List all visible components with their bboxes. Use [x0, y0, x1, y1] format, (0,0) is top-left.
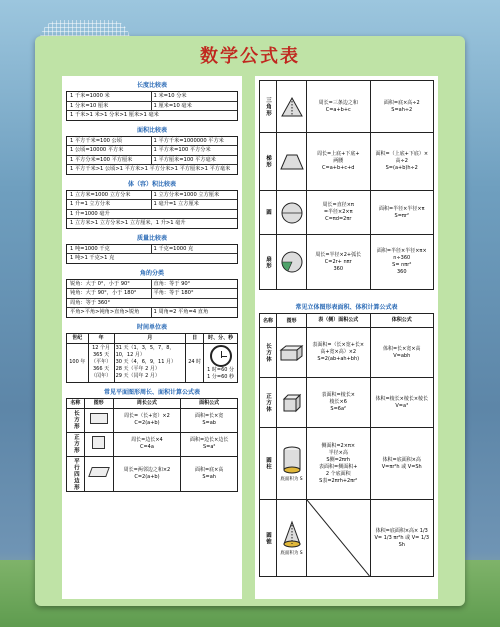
table-row	[260, 81, 433, 133]
cone-icon	[277, 500, 307, 576]
perimeter-formula: 周长=上底+下底+ 两腰 C=a+b+c+d	[307, 133, 371, 190]
page-title: 数学公式表	[200, 46, 300, 67]
table-row	[260, 378, 433, 428]
table-row: 1 平方分米=100 平方厘米 1 平方厘米=100 平方毫米	[67, 156, 237, 166]
shape-name: 三角形	[260, 81, 277, 132]
triangle-icon	[277, 81, 307, 132]
rectangle-icon	[84, 408, 113, 432]
century-cell: 100 年	[67, 343, 89, 382]
day-cell: 24 时	[186, 343, 204, 382]
volume-formula: 体积=底面积×高× 1/3 V= 1/3 πr²h 或 V= 1/3 Sh	[374, 527, 429, 548]
area-formula: 面积=底×高 S=ah	[181, 456, 238, 492]
surface-formula: 侧面积=2×π× 半径×高 S侧=2πrh 表面积=侧面积+ 2 个底面积 S表=2πrh+2πr²	[307, 428, 371, 499]
table-row	[260, 235, 433, 289]
table-row: 钝角：大于 90°，小于 180° 平角：等于 180°	[67, 289, 237, 299]
column-header: 年	[88, 333, 114, 343]
shape-name: 圆锥	[260, 500, 277, 576]
perimeter-formula: 周长=直径×π =半径×2×π C=πd=2πr	[307, 191, 371, 234]
angle-table-title: 角的分类	[139, 269, 164, 277]
volume-table-title: 体（容）积比较表	[127, 180, 176, 188]
column-header: 名称	[67, 398, 85, 408]
cylinder-icon	[277, 428, 307, 499]
perimeter-formula: 周长=三条边之和 C=a+b+c	[307, 81, 371, 132]
table-row: 1 千米>1 米>1 分米>1 厘米>1 毫米	[70, 112, 159, 118]
shape-name: 梯形	[260, 133, 277, 190]
solid-table-title: 常见立体图形表面积、体积计算公式表	[295, 304, 398, 311]
shape-name: 正方形	[67, 432, 85, 456]
table-row: 1 吨>1 千克>1 克	[70, 255, 115, 261]
perimeter-formula: 周长=半径×2+弧长 C=2r+ nπr 360	[307, 235, 371, 289]
table-row: 1 升=1000 毫升	[67, 210, 237, 220]
area-formula: 面积=边长×边长 S=a²	[181, 432, 238, 456]
area-formula: 面积=长×宽 S=ab	[181, 408, 238, 432]
mass-table-title: 质量比较表	[136, 234, 167, 242]
right-column	[255, 76, 438, 599]
volume-table	[66, 190, 238, 229]
trapezoid-icon	[277, 133, 307, 190]
cube-icon	[277, 378, 307, 427]
table-row	[260, 328, 433, 378]
area-formula: 面积=半径×半径×π S=πr²	[378, 205, 425, 219]
table-row: 1 立方米=1000 立方分米 1 立方分米=1000 立方厘米	[67, 191, 237, 201]
column-header: 月	[114, 333, 186, 343]
table-row: 1 升=1 立方分米 1 毫升=1 立方厘米	[67, 200, 237, 210]
table-row: 平角>平角>钝角>直角>锐角 1 周角=2 平角=4 直角	[67, 308, 237, 317]
time-table-title: 时间单位表	[136, 323, 167, 331]
area-formula: 面积=底×高÷2 S=ah÷2	[383, 99, 420, 113]
table-row: 周角：等于 360°	[67, 299, 237, 309]
column-header: 名称	[260, 314, 277, 327]
perimeter-formula: 周长=边长×4 C=4a	[113, 432, 181, 456]
plane-continued-table	[259, 80, 434, 290]
year-cell: 12 个月 365 天 （平年） 366 天 （闰年）	[88, 343, 114, 382]
column-header: 图形	[277, 314, 307, 327]
column-header: 表（侧）面积公式	[307, 314, 371, 327]
table-row: 1 平方千米=100 公顷 1 平方千米=1000000 平方米	[67, 137, 237, 147]
shape-name: 平行四边形	[67, 456, 85, 492]
area-table-title: 面积比较表	[136, 126, 167, 134]
length-table	[66, 91, 238, 121]
hms-cell: 1 时=60 分 1 分=60 秒	[204, 343, 238, 382]
column-header: 面积公式	[181, 398, 238, 408]
table-row: 1 分米=10 厘米 1 厘米=10 毫米	[67, 102, 237, 112]
shape-name: 长方形	[67, 408, 85, 432]
mass-table	[66, 244, 238, 264]
table-header-row	[260, 314, 433, 328]
figure-label: 底面积为 S	[280, 476, 303, 482]
shape-name: 长方体	[260, 328, 277, 377]
surface-formula: 表面积=棱长× 棱长×6 S=6a²	[307, 378, 371, 427]
table-row	[260, 191, 433, 235]
shape-name: 圆	[260, 191, 277, 234]
table-row: 1 公顷=10000 平方米 1 平方米=100 平方分米	[67, 146, 237, 156]
table-row: 1 千米=1000 米 1 米=10 分米	[67, 92, 237, 102]
volume-formula: 体积=棱长×棱长×棱长 V=a³	[375, 395, 429, 409]
parallelogram-icon	[84, 456, 113, 492]
left-column	[62, 76, 242, 599]
table-row	[260, 133, 433, 191]
area-table	[66, 136, 238, 175]
area-formula: 面积=半径×半径×π× n÷360 S= nπr² 360	[376, 248, 427, 275]
surface-formula	[307, 500, 371, 576]
circle-icon	[277, 191, 307, 234]
length-table-title: 长度比较表	[136, 82, 167, 89]
table-row: 1 吨=1000 千克 1 千克=1000 克	[67, 245, 237, 255]
table-row: 锐角：大于 0°，小于 90° 直角：等于 90°	[67, 280, 237, 290]
perimeter-formula: 周长=（长+宽）×2 C=2(a+b)	[113, 408, 181, 432]
volume-formula: 体积=底面积×高 V=πr²h 或 V=Sh	[381, 456, 422, 470]
angle-table	[66, 279, 238, 318]
column-header: 世纪	[67, 333, 89, 343]
month-cell: 31 天（1，3，5，7，8， 10，12 月） 30 天（4，6，9，11 月） 28 天（平年 2 月） 29 天（闰年 2 月）	[114, 343, 186, 382]
clock-icon	[210, 345, 232, 367]
surface-formula: 表面积=（长×宽+长× 高+宽×高）×2 S=2(ab+ah+bh)	[307, 328, 371, 377]
column-header: 时、分、秒	[204, 333, 238, 343]
shape-name: 圆柱	[260, 428, 277, 499]
solid-table	[259, 313, 434, 577]
column-header: 图形	[84, 398, 113, 408]
column-header: 日	[186, 333, 204, 343]
figure-label: 底面积为 S	[280, 551, 303, 556]
table-row	[260, 500, 433, 576]
table-row: 1 平方千米>1 公顷>1 平方米>1 平方分米>1 平方厘米>1 平方毫米	[70, 166, 231, 172]
table-row: 1 立方米>1 立方分米>1 立方厘米，1 升>1 毫升	[70, 220, 186, 226]
sector-icon	[277, 235, 307, 289]
table-row	[260, 428, 433, 500]
column-header: 体积公式	[391, 317, 412, 323]
column-header: 周长公式	[113, 398, 181, 408]
square-icon	[84, 432, 113, 456]
volume-formula: 体积=长×宽×高 V=abh	[382, 345, 421, 359]
shape-name: 正方体	[260, 378, 277, 427]
time-table	[66, 333, 238, 383]
cuboid-icon	[277, 328, 307, 377]
shape-name: 扇形	[260, 235, 277, 289]
perimeter-formula: 周长=两邻边之和×2 C=2(a+b)	[113, 456, 181, 492]
plane-table-title: 常见平面图形周长、面积计算公式表	[103, 388, 200, 396]
area-formula: 面积=（上底+下底）× 高÷2 S=(a+b)h÷2	[375, 151, 429, 171]
plane-table	[66, 398, 238, 493]
